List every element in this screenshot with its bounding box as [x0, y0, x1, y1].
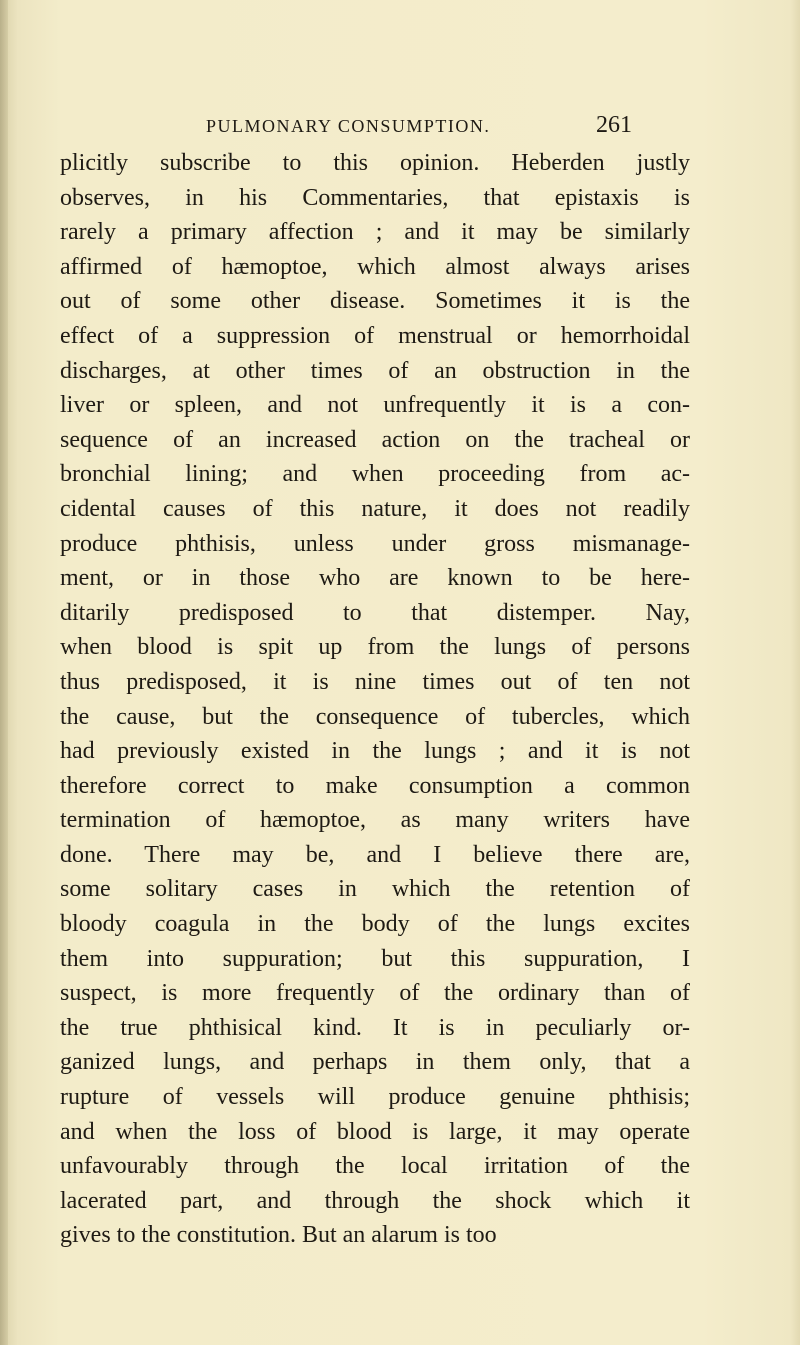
text-line: rarely a primary affection ; and it may be similarly — [60, 219, 690, 246]
text-line: out of some other disease. Sometimes it is the — [60, 288, 690, 315]
text-line: gives to the constitution. But an alarum is too — [60, 1222, 497, 1249]
text-line: ditarily predisposed to that distemper. Nay, — [60, 599, 690, 626]
running-head — [60, 112, 660, 142]
text-line: liver or spleen, and not unfrequently it is a con- — [60, 392, 690, 419]
text-line: when blood is spit up from the lungs of persons — [60, 634, 690, 661]
text-line: had previously existed in the lungs ; and it is not — [60, 738, 690, 765]
text-line: some solitary cases in which the retention of — [60, 876, 690, 903]
text-line: lacerated part, and through the shock which it — [60, 1187, 690, 1214]
page-gutter — [0, 0, 8, 1345]
text-line: therefore correct to make consumption a common — [60, 772, 690, 799]
text-line: plicitly subscribe to this opinion. Heberden justly — [60, 150, 690, 176]
text-line: bloody coagula in the body of the lungs excites — [60, 911, 690, 938]
text-line: thus predisposed, it is nine times out of ten not — [60, 668, 690, 695]
text-line: suspect, is more frequently of the ordinary than of — [60, 980, 690, 1007]
text-line: the cause, but the consequence of tubercles, which — [60, 703, 690, 730]
text-line: affirmed of hæmoptoe, which almost always arises — [60, 253, 690, 280]
text-line: unfavourably through the local irritation of the — [60, 1153, 690, 1180]
text-line: bronchial lining; and when proceeding from ac- — [60, 461, 690, 488]
text-line: cidental causes of this nature, it does not readily — [60, 495, 690, 522]
text-line: and when the loss of blood is large, it may operate — [60, 1118, 690, 1145]
text-line: the true phthisical kind. It is in peculiarly or- — [60, 1014, 690, 1041]
text-line: done. There may be, and I believe there are, — [60, 841, 690, 868]
text-line: ganized lungs, and perhaps in them only, that a — [60, 1049, 690, 1076]
text-line: produce phthisis, unless under gross mismanage- — [60, 530, 690, 557]
text-line: them into suppuration; but this suppuration, I — [60, 945, 690, 972]
text-line: sequence of an increased action on the tracheal or — [60, 426, 690, 453]
text-line: discharges, at other times of an obstruction in the — [60, 357, 690, 384]
text-line: rupture of vessels will produce genuine phthisis; — [60, 1084, 690, 1111]
text-line: ment, or in those who are known to be here- — [60, 565, 690, 592]
running-title: PULMONARY CONSUMPTION. — [206, 116, 491, 136]
page-number: 261 — [596, 112, 632, 138]
body-text — [60, 146, 690, 1253]
text-line: termination of hæmoptoe, as many writers have — [60, 807, 690, 834]
text-line: observes, in his Commentaries, that epistaxis is — [60, 184, 690, 211]
text-line: effect of a suppression of menstrual or hemorrhoidal — [60, 322, 690, 349]
